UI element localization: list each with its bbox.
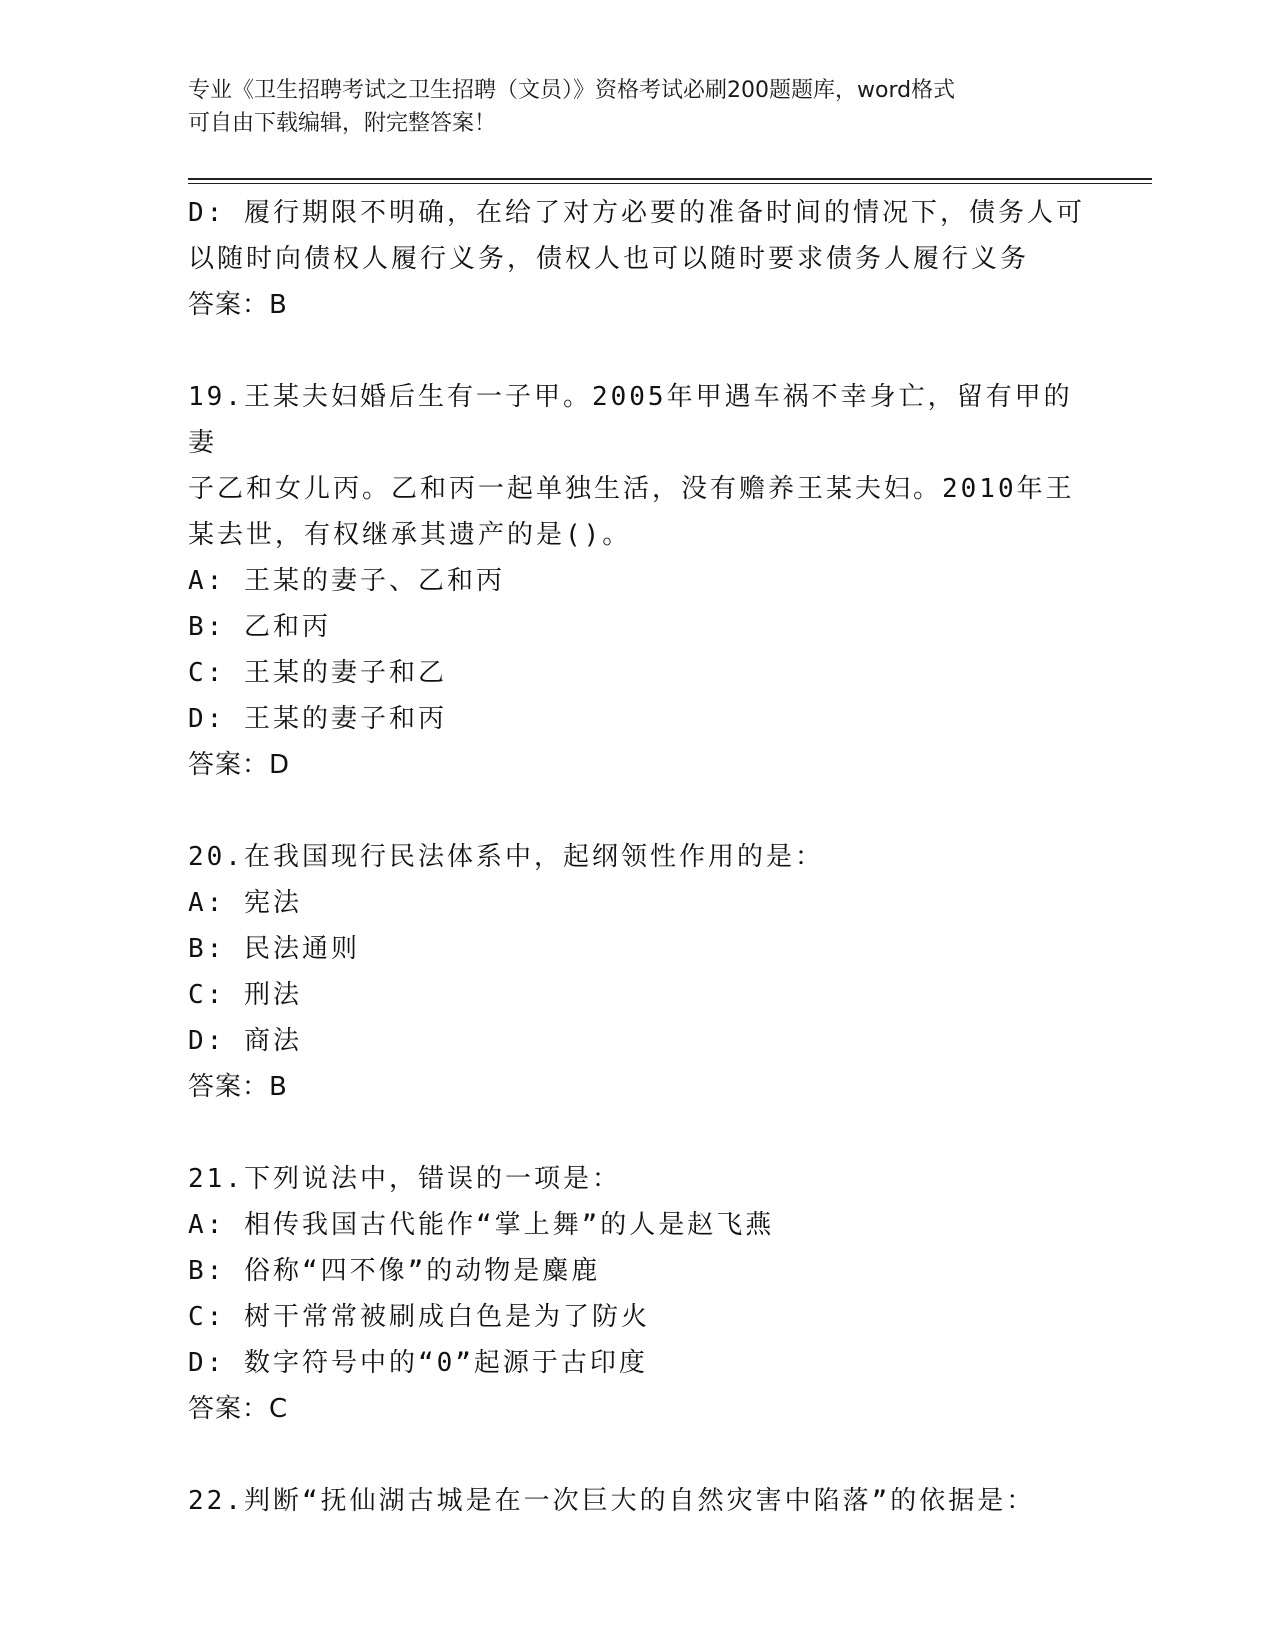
option-d: D: 数字符号中的“0”起源于古印度 [188,1348,648,1378]
header-divider-thick [188,178,1152,180]
option-c: C: 刑法 [188,980,302,1010]
question-21 [188,1156,1088,1432]
option-d-line-1: D: 履行期限不明确，在给了对方必要的准备时间的情况下，债务人可 [188,198,1085,228]
answer: 答案：B [188,1072,288,1102]
header-line-2: 可自由下载编辑，附完整答案！ [188,111,497,136]
option-b: B: 民法通则 [188,934,360,964]
answer: 答案：C [188,1394,289,1424]
option-c: C: 王某的妻子和乙 [188,658,447,688]
question-content [188,190,1088,1524]
option-a: A: 相传我国古代能作“掌上舞”的人是赵飞燕 [188,1210,775,1240]
option-b: B: 乙和丙 [188,612,331,642]
header-divider-thin [188,183,1152,184]
option-d-line-2: 以随时向债权人履行义务，债权人也可以随时要求债务人履行义务 [188,244,1030,274]
document-header [188,74,1068,140]
option-d: D: 王某的妻子和丙 [188,704,447,734]
question-stem-line-3: 某去世，有权继承其遗产的是()。 [188,520,632,550]
option-a: A: 宪法 [188,888,302,918]
question-22 [188,1478,1088,1524]
question-19 [188,374,1088,788]
option-d: D: 商法 [188,1026,302,1056]
question-20 [188,834,1088,1110]
question-stem: 21.下列说法中，错误的一项是： [188,1164,621,1194]
question-stem-line-1: 19.王某夫妇婚后生有一子甲。2005年甲遇车祸不幸身亡，留有甲的妻 [188,382,1073,458]
question-stem: 22.判断“抚仙湖古城是在一次巨大的自然灾害中陷落”的依据是： [188,1486,1036,1516]
option-c: C: 树干常常被刷成白色是为了防火 [188,1302,650,1332]
option-a: A: 王某的妻子、乙和丙 [188,566,505,596]
header-line-1: 专业《卫生招聘考试之卫生招聘（文员）》资格考试必刷200题题库，word格式 [188,78,956,103]
answer: 答案：D [188,750,291,780]
question-stem-line-2: 子乙和女儿丙。乙和丙一起单独生活，没有赡养王某夫妇。2010年王 [188,474,1075,504]
option-b: B: 俗称“四不像”的动物是麋鹿 [188,1256,601,1286]
question-stem: 20.在我国现行民法体系中，起纲领性作用的是： [188,842,824,872]
question-18-tail [188,190,1088,328]
answer: 答案：B [188,290,288,320]
